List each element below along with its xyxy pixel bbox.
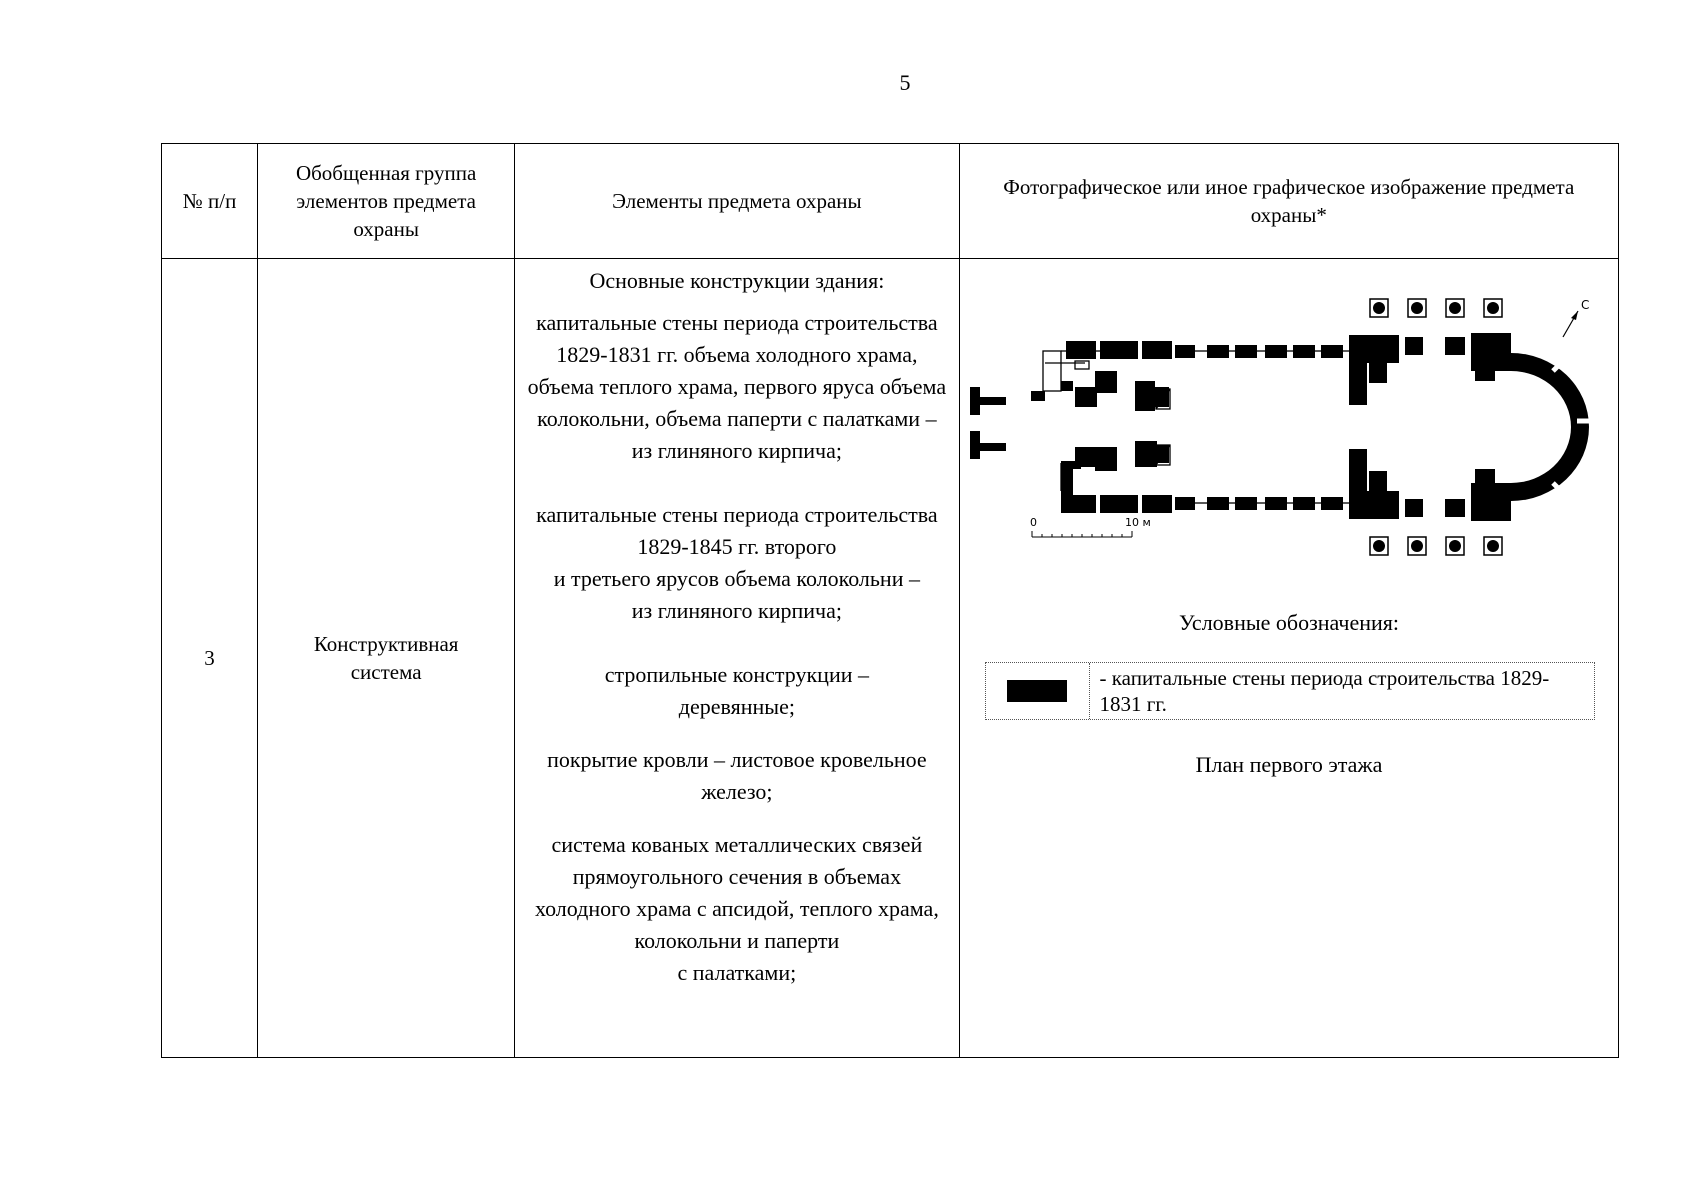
scale-bar [1030, 516, 1151, 537]
protection-table [161, 143, 1619, 1058]
plan-outline [980, 351, 1349, 503]
columns-top [1370, 299, 1502, 317]
legend-title: Условные обозначения: [1179, 610, 1400, 635]
legend-swatch [1007, 680, 1067, 702]
row-number: 3 [162, 259, 258, 1058]
header-image: Фотографическое или иное графическое изображение предмета охраны* [959, 144, 1618, 259]
row-group: Конструктивная система [258, 259, 515, 1058]
page-number: 5 [899, 70, 911, 95]
columns-bottom [1370, 537, 1502, 555]
element-item: капитальные стены периода строительства 1829-1845 гг. второго и третьего ярусов объема колокольни – из глиняного кирпича; [536, 502, 938, 623]
walls-1829-1831 [970, 333, 1511, 521]
header-number: № п/п [162, 144, 258, 259]
north-label: С [1580, 298, 1589, 312]
table-header-row [162, 144, 1619, 259]
element-item: стропильные конструкции – деревянные; [604, 662, 869, 719]
legend-swatch-cell [986, 663, 1090, 719]
row-elements [515, 259, 959, 1058]
plan-caption: План первого этажа [1195, 752, 1383, 777]
scale-start: 0 [1029, 516, 1037, 529]
apse [1511, 353, 1591, 501]
element-item: покрытие кровли – листовое кровельное железо; [547, 747, 927, 804]
legend [985, 662, 1595, 720]
header-elements: Элементы предмета охраны [515, 144, 959, 259]
table-row [162, 259, 1619, 1058]
floor-plan-drawing [965, 291, 1615, 561]
north-arrow-icon [1563, 298, 1589, 337]
element-item: система кованых металлических связей прямоугольного сечения в объемах холодного храма с апсидой, теплого храма, колокольни и паперти с палатками; [534, 832, 939, 985]
row-image [959, 259, 1618, 1058]
legend-text: - капитальные стены периода строительства 1829-1831 гг. [1099, 666, 1550, 716]
header-group: Обобщенная группа элементов предмета охраны [258, 144, 515, 259]
elements-title: Основные конструкции здания: [589, 268, 885, 293]
element-item: капитальные стены периода строительства 1829-1831 гг. объема холодного храма, объема теплого храма, первого яруса объема колокольни, объема паперти с палатками – из глиняного кирпича; [527, 310, 947, 463]
floor-plan-svg [965, 291, 1615, 561]
scale-end: 10 м [1124, 516, 1151, 529]
